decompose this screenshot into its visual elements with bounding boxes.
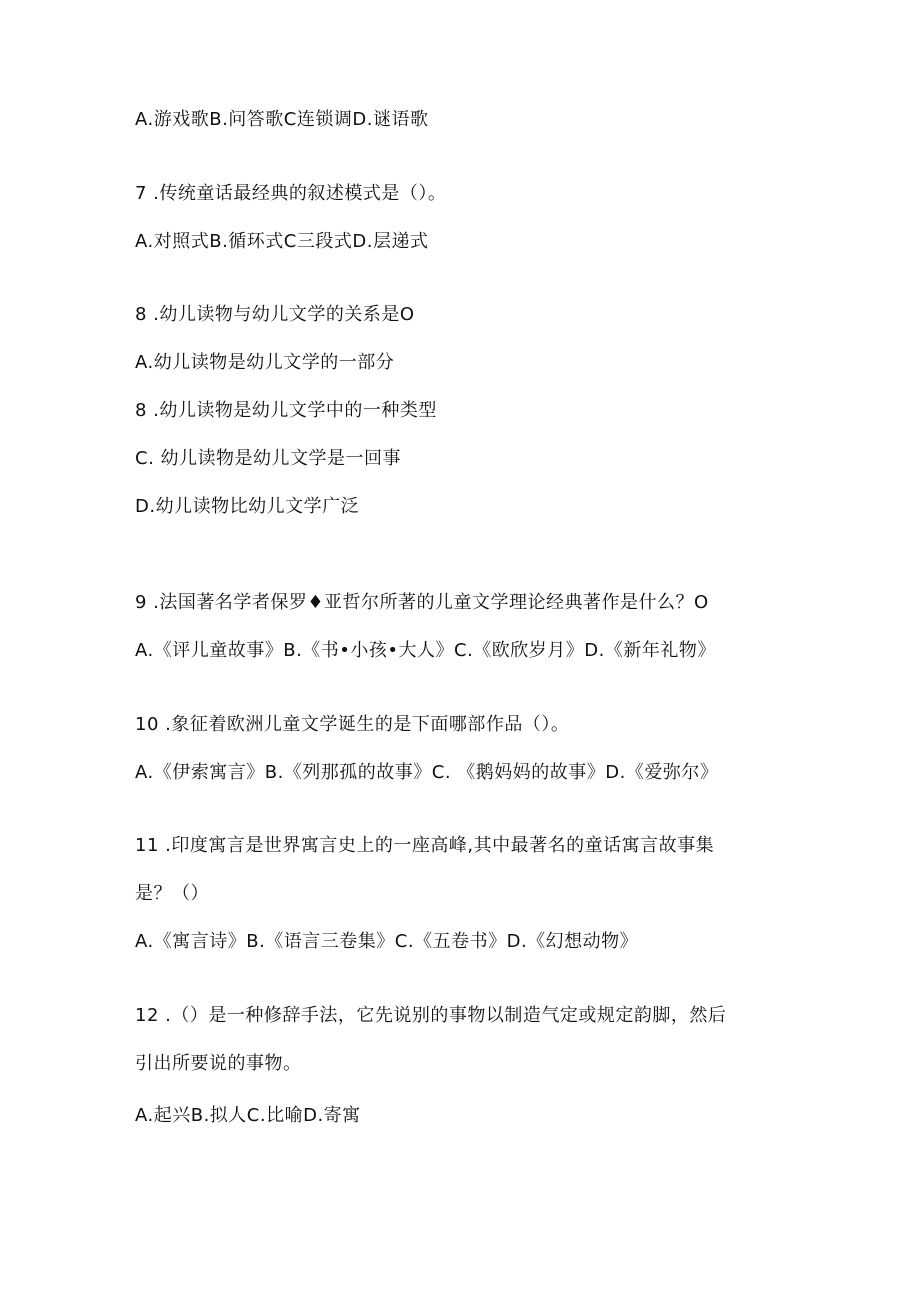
q12-question-line2: 引出所要说的事物。 xyxy=(135,1053,302,1074)
q8-option-a: A.幼儿读物是幼儿文学的一部分 xyxy=(135,352,395,373)
q9-options: A.《评儿童故事》B.《书•小孩•大人》C.《欧欣岁月》D.《新年礼物》 xyxy=(135,640,716,661)
q10-question: 10 .象征着欧洲儿童文学诞生的是下面哪部作品（）。 xyxy=(135,714,570,735)
q11-options: A.《寓言诗》B.《语言三卷集》C.《五卷书》D.《幻想动物》 xyxy=(135,931,639,952)
q7-options: A.对照式B.循环式C三段式D.层递式 xyxy=(135,231,429,252)
q8-option-b: 8 .幼儿读物是幼儿文学中的一种类型 xyxy=(135,400,437,421)
q8-question: 8 .幼儿读物与幼儿文学的关系是O xyxy=(135,304,415,325)
q9-question: 9 .法国著名学者保罗♦亚哲尔所著的儿童文学理论经典著作是什么？O xyxy=(135,592,709,613)
q6-options: A.游戏歌B.问答歌C连锁调D.谜语歌 xyxy=(135,109,429,130)
q7-question: 7 .传统童话最经典的叙述模式是（）。 xyxy=(135,183,447,204)
q11-question-line2: 是？（） xyxy=(135,883,209,904)
q12-options: A.起兴B.拟人C.比喻D.寄寓 xyxy=(135,1105,361,1126)
q8-option-d: D.幼儿读物比幼儿文学广泛 xyxy=(135,496,360,517)
q8-option-c: C. 幼儿读物是幼儿文学是一回事 xyxy=(135,448,402,469)
q11-question-line1: 11 .印度寓言是世界寓言史上的一座高峰,其中最著名的童话寓言故事集 xyxy=(135,835,715,856)
q10-options: A.《伊索寓言》B.《列那孤的故事》C. 《鹅妈妈的故事》D.《爱弥尔》 xyxy=(135,762,719,783)
q12-question-line1: 12 .（）是一种修辞手法，它先说别的事物以制造气定或规定韵脚，然后 xyxy=(135,1005,727,1026)
